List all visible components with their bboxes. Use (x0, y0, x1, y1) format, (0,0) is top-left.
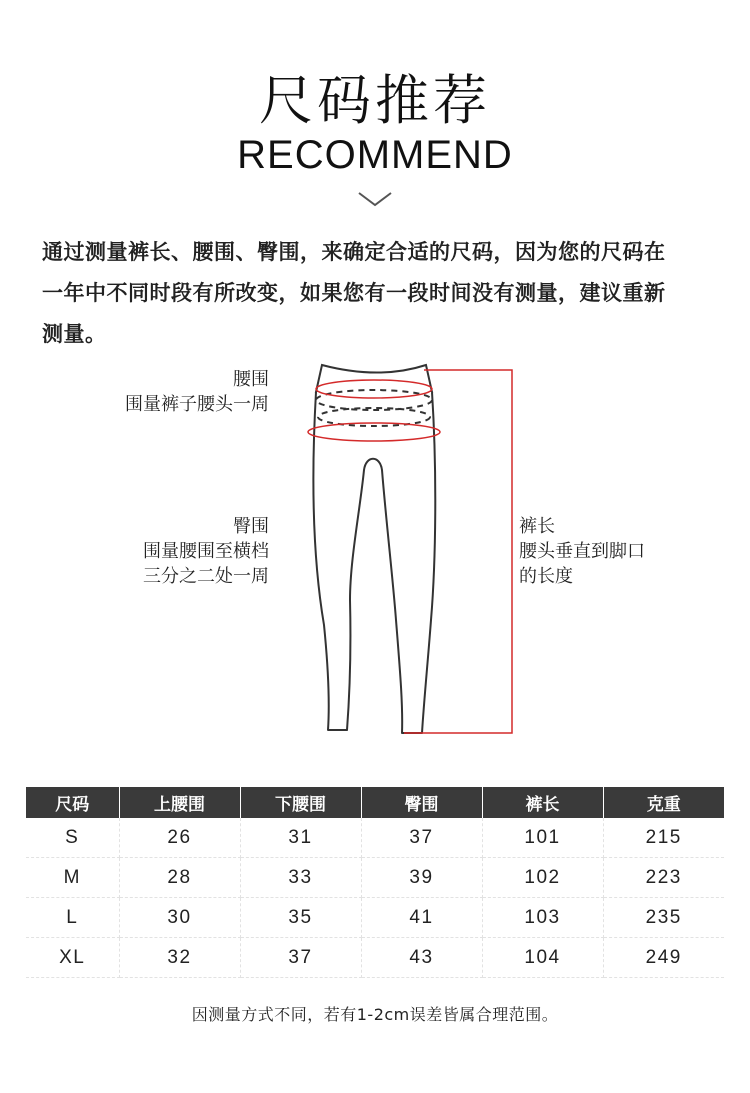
table-header-cell: 臀围 (361, 787, 482, 818)
table-cell: 215 (603, 818, 724, 858)
intro-line: 测量。 (42, 322, 107, 346)
table-cell: 101 (482, 818, 603, 858)
table-cell: S (26, 818, 119, 858)
table-cell: XL (26, 938, 119, 978)
table-row (26, 898, 724, 938)
table-cell: 37 (361, 818, 482, 858)
table-cell: 35 (240, 898, 361, 938)
table-header-cell: 尺码 (26, 787, 119, 818)
length-label (519, 514, 699, 589)
table-header-cell: 克重 (603, 787, 724, 818)
table-cell: 235 (603, 898, 724, 938)
table-cell: 39 (361, 858, 482, 898)
size-table (26, 787, 724, 978)
length-title: 裤长 (519, 516, 555, 537)
waist-label (100, 367, 269, 417)
leggings-outline (313, 392, 435, 733)
page-title: 尺码推荐 (259, 69, 491, 132)
waist-title: 腰围 (233, 369, 269, 390)
table-header-row (26, 787, 724, 818)
table-cell: 26 (119, 818, 240, 858)
intro-line: 通过测量裤长、腰围、臀围，来确定合适的尺码，因为您的尺码在 (42, 240, 666, 264)
table-header-cell: 下腰围 (240, 787, 361, 818)
table-header-cell: 裤长 (482, 787, 603, 818)
hip-title: 臀围 (233, 516, 269, 537)
table-cell: 223 (603, 858, 724, 898)
table-cell: 249 (603, 938, 724, 978)
length-desc-line: 腰头垂直到脚口 (519, 541, 645, 562)
table-cell: 103 (482, 898, 603, 938)
waist-desc: 围量裤子腰头一周 (125, 394, 269, 415)
table-cell: 104 (482, 938, 603, 978)
intro-line: 一年中不同时段有所改变，如果您有一段时间没有测量，建议重新 (42, 281, 666, 305)
table-cell: 31 (240, 818, 361, 858)
intro-text (42, 232, 710, 355)
table-cell: 43 (361, 938, 482, 978)
hip-label (100, 514, 269, 589)
table-cell: 41 (361, 898, 482, 938)
footer-note: 因测量方式不同，若有1-2cm误差皆属合理范围。 (191, 1005, 559, 1024)
hip-desc-line: 三分之二处一周 (143, 566, 269, 587)
table-cell: 37 (240, 938, 361, 978)
table-cell: L (26, 898, 119, 938)
table-row (26, 938, 724, 978)
table-cell: 28 (119, 858, 240, 898)
table-cell: 32 (119, 938, 240, 978)
table-row (26, 818, 724, 858)
page-subtitle: RECOMMEND (237, 133, 513, 177)
table-header-cell: 上腰围 (119, 787, 240, 818)
table-cell: 30 (119, 898, 240, 938)
hip-desc-line: 围量腰围至横档 (143, 541, 269, 562)
measurement-diagram (0, 355, 750, 755)
chevron-down-icon (357, 190, 393, 208)
table-cell: 102 (482, 858, 603, 898)
table-cell: M (26, 858, 119, 898)
table-row (26, 858, 724, 898)
length-desc-line: 的长度 (519, 566, 573, 587)
table-cell: 33 (240, 858, 361, 898)
